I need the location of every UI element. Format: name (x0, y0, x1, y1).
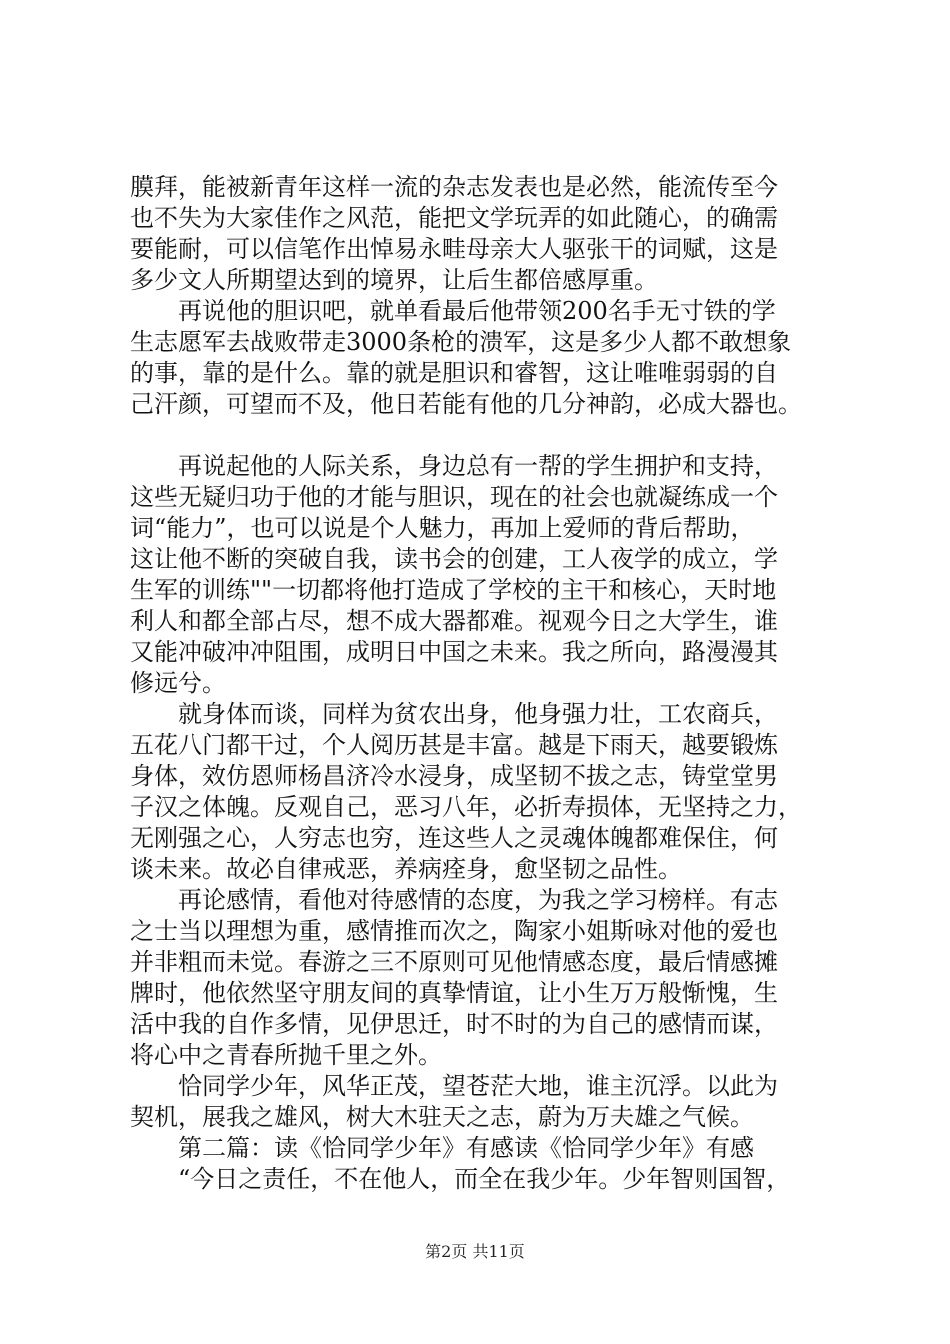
text-line: “今日之责任，不在他人，而全在我少年。少年智则国智， (130, 1165, 791, 1193)
text-line: 修远兮。 (130, 669, 226, 697)
text-line: 并非粗而未觉。春游之三不原则可见他情感态度，最后情感摊 (130, 948, 778, 976)
text-line: 身体，效仿恩师杨昌济冷水浸身，成坚韧不拔之志，铸堂堂男 (130, 762, 778, 790)
text-line: 词“能力”，也可以说是个人魅力，再加上爱师的背后帮助， (130, 514, 755, 542)
blank-line (130, 420, 842, 451)
text-line: 己汗颜，可望而不及，他日若能有他的几分神韵，必成大器也。 (130, 390, 802, 418)
text-line: 第二篇：读《恰同学少年》有感读《恰同学少年》有感 (130, 1134, 754, 1162)
text-line: 无刚强之心，人穷志也穷，连这些人之灵魂体魄都难保住，何 (130, 824, 778, 852)
text-line: 再说起他的人际关系，身边总有一帮的学生拥护和支持， (130, 452, 778, 480)
text-line: 又能冲破冲冲阻围，成明日中国之未来。我之所向，路漫漫其 (130, 638, 778, 666)
text-line: 恰同学少年，风华正茂，望苍茫大地，谁主沉浮。以此为 (130, 1072, 778, 1100)
text-line: 再说他的胆识吧，就单看最后他带领200名手无寸铁的学 (130, 297, 776, 325)
text-line: 膜拜，能被新青年这样一流的杂志发表也是必然，能流传至今 (130, 173, 778, 201)
text-line: 多少文人所期望达到的境界，让后生都倍感厚重。 (130, 266, 658, 294)
text-line: 生军的训练""一切都将他打造成了学校的主干和核心，天时地 (130, 576, 777, 604)
body-text (130, 172, 842, 1195)
text-line: 利人和都全部占尽，想不成大器都难。视观今日之大学生，谁 (130, 607, 778, 635)
text-line: 再论感情，看他对待感情的态度，为我之学习榜样。有志 (130, 886, 778, 914)
text-line: 子汉之体魄。反观自己，恶习八年，必折寿损体，无坚持之力， (130, 793, 802, 821)
text-line: 这让他不断的突破自我，读书会的创建，工人夜学的成立，学 (130, 545, 778, 573)
text-line: 之士当以理想为重，感情推而次之，陶家小姐斯咏对他的爱也 (130, 917, 778, 945)
text-line: 谈未来。故必自律戒恶，养病痊身，愈坚韧之品性。 (130, 855, 682, 883)
text-line: 生志愿军去战败带走3000条枪的溃军，这是多少人都不敢想象 (130, 328, 792, 356)
text-line: 将心中之青春所抛千里之外。 (130, 1041, 442, 1069)
text-line: 的事，靠的是什么。靠的就是胆识和睿智，这让唯唯弱弱的自 (130, 359, 778, 387)
text-line: 这些无疑归功于他的才能与胆识，现在的社会也就凝练成一个 (130, 483, 778, 511)
text-line: 也不失为大家佳作之风范，能把文学玩弄的如此随心，的确需 (130, 204, 778, 232)
text-line: 就身体而谈，同样为贫农出身，他身强力壮，工农商兵， (130, 700, 778, 728)
text-line: 五花八门都干过，个人阅历甚是丰富。越是下雨天，越要锻炼 (130, 731, 778, 759)
text-line: 契机，展我之雄风，树大木驻天之志，蔚为万夫雄之气候。 (130, 1103, 754, 1131)
text-line: 活中我的自作多情，见伊思迁，时不时的为自己的感情而谋， (130, 1010, 778, 1038)
page-footer: 第2页 共11页 (425, 1242, 525, 1261)
text-line: 要能耐，可以信笔作出悼易永畦母亲大人驱张干的词赋，这是 (130, 235, 778, 263)
text-line: 牌时，他依然坚守朋友间的真挚情谊，让小生万万般惭愧，生 (130, 979, 778, 1007)
